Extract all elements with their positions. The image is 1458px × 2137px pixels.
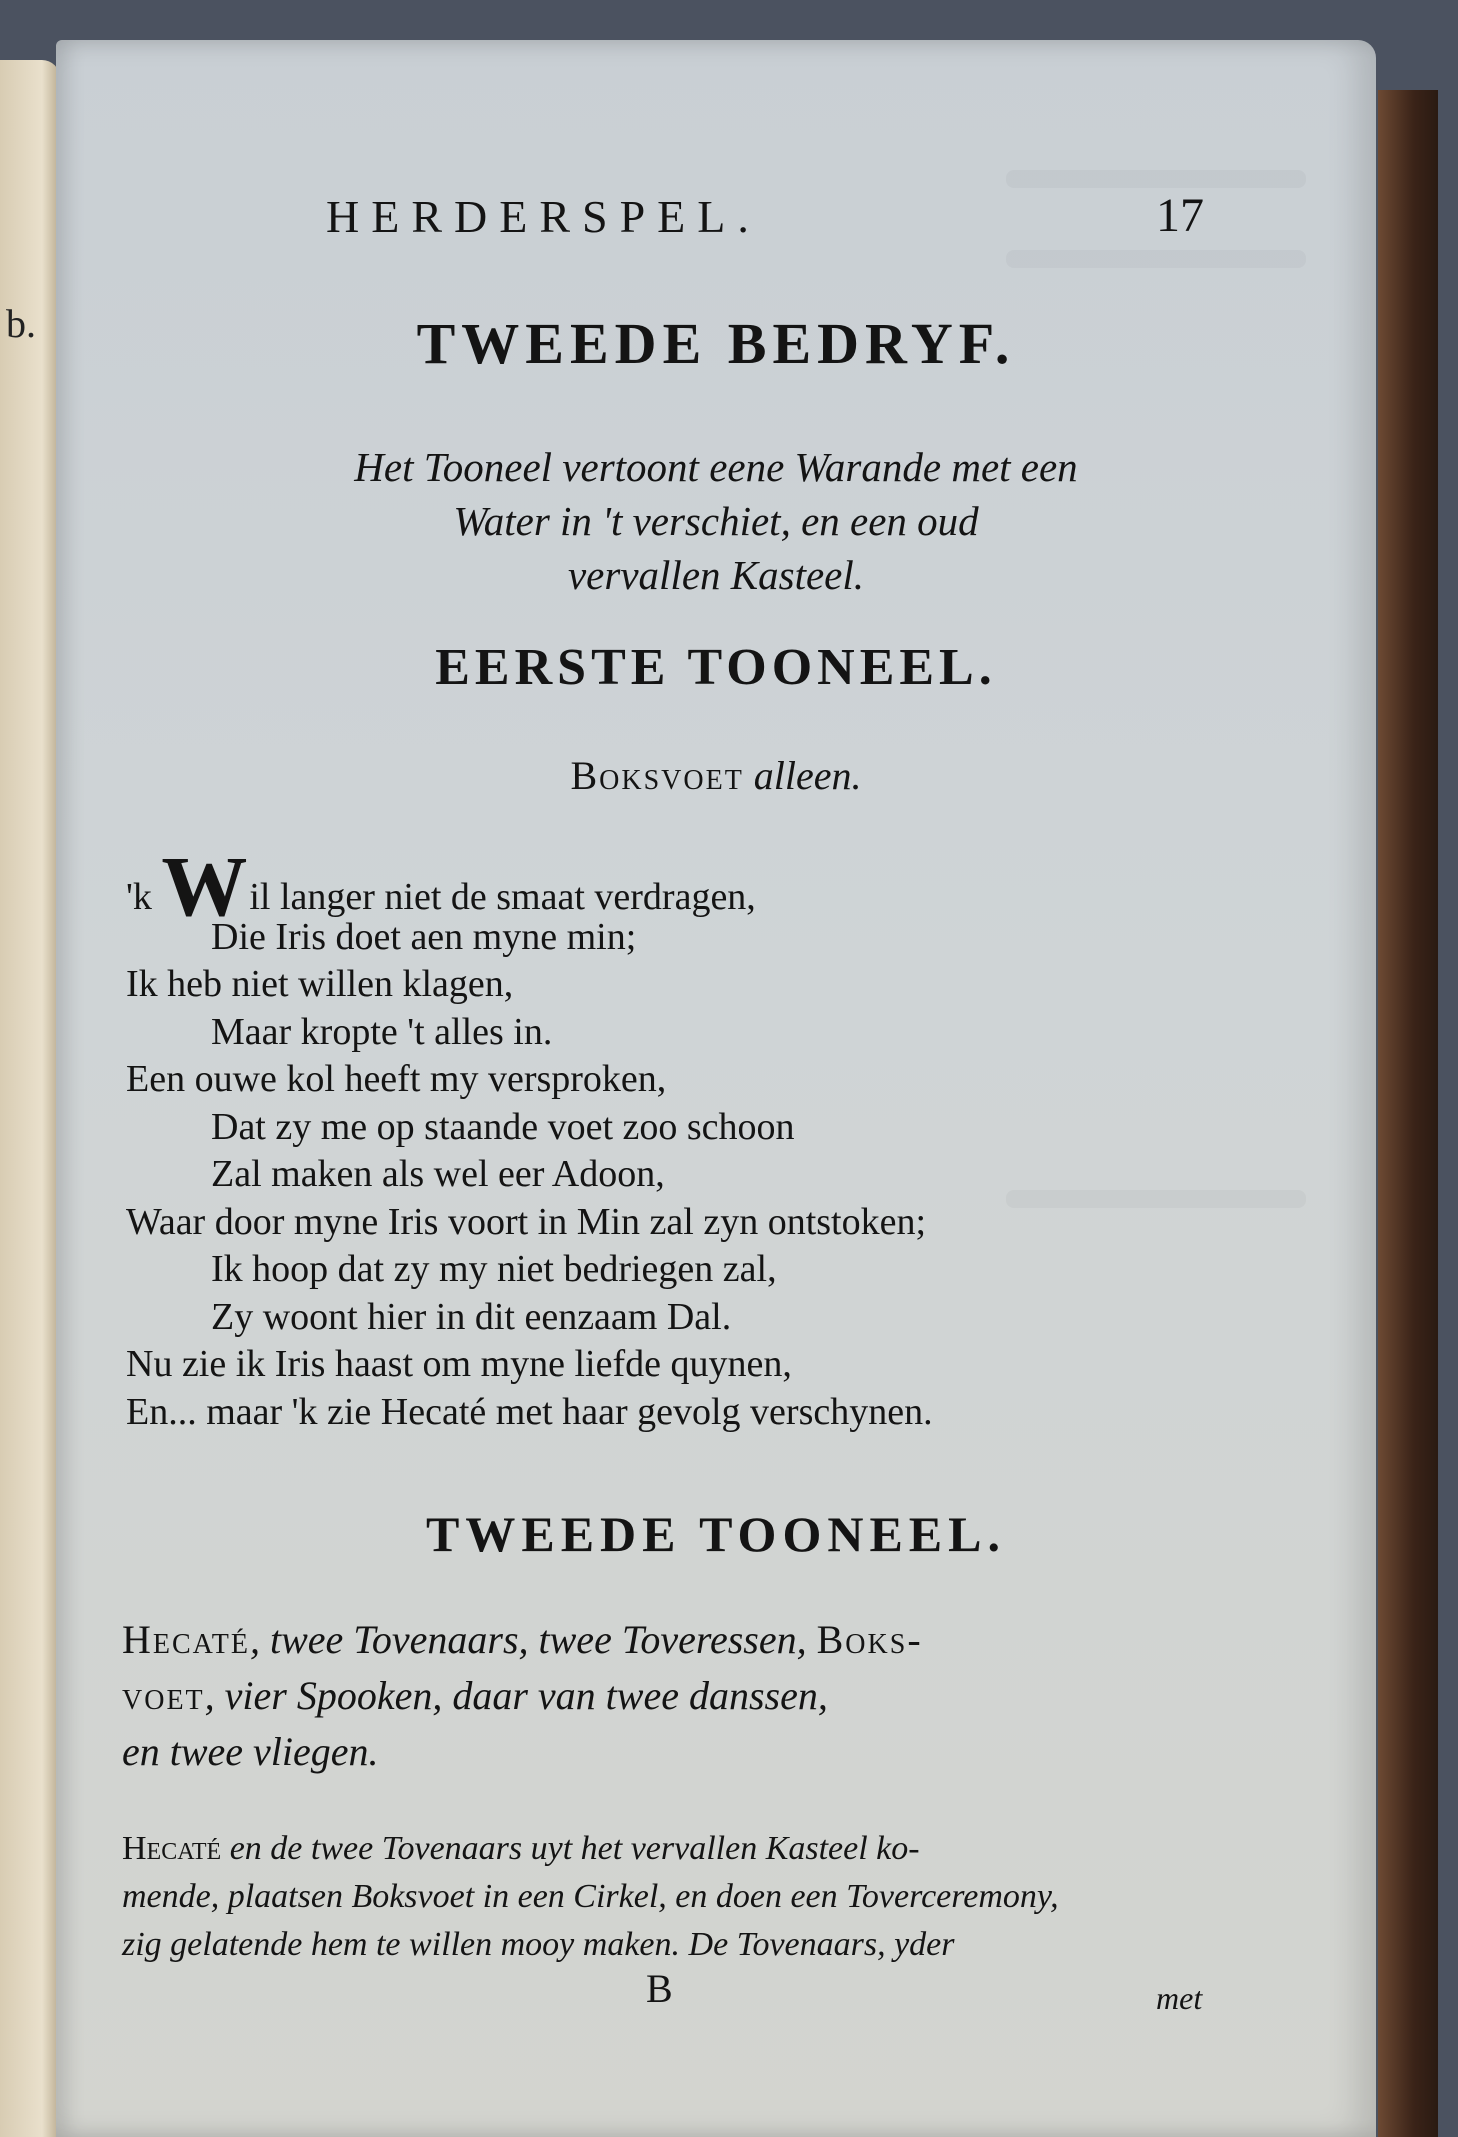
stage-direction-line: Water in 't verschiet, en een oud (453, 498, 979, 544)
verse-text: Zy woont hier in dit eenzaam Dal. (211, 1295, 732, 1338)
text-run: zig gelatende hem te willen mooy maken. De Tovenaars, yder (122, 1926, 955, 1963)
text-run: en de twee Tovenaars uyt het vervallen Kasteel ko- (221, 1830, 920, 1867)
verse-line (126, 1009, 1306, 1057)
page-number: 17 (1156, 189, 1204, 242)
cast-line (122, 1612, 1302, 1668)
action-direction (122, 1825, 1302, 1969)
signature-mark: B (646, 1966, 673, 2011)
character-name: Hecaté (122, 1617, 250, 1662)
running-head: HERDERSPEL. (326, 191, 761, 242)
verse-block (126, 838, 1306, 1436)
text-run: , vier Spooken, daar van twee danssen, (204, 1673, 828, 1718)
verse-text: Een ouwe kol heeft my versproken, (126, 1058, 667, 1100)
facing-left-page (0, 60, 60, 2137)
verse-line (126, 1151, 1306, 1199)
verse-text: il langer niet de smaat verdragen, (249, 876, 756, 918)
verse-prefix: 'k (126, 876, 162, 918)
action-line (122, 1873, 1302, 1921)
verse-text: Die Iris doet aen myne min; (211, 915, 637, 958)
cast-line (122, 1724, 1302, 1780)
action-line (122, 1921, 1302, 1969)
verse-line (126, 1056, 1306, 1104)
text-run: en twee vliegen. (122, 1729, 379, 1774)
stage-direction-line: vervallen Kasteel. (567, 552, 864, 598)
verse-line (126, 1104, 1306, 1152)
stage-direction-line: Het Tooneel vertoont eene Warande met een (354, 444, 1078, 490)
verse-text: Dat zy me op staande voet zoo schoon (211, 1105, 795, 1148)
show-through (1006, 170, 1306, 188)
show-through (1006, 250, 1306, 268)
book-page (56, 40, 1376, 2137)
speaker-note: alleen. (753, 753, 862, 798)
act-title: TWEEDE BEDRYF. (416, 311, 1016, 376)
book-spine (1378, 90, 1438, 2137)
verse-text: En... maar 'k zie Hecaté met haar gevolg verschynen. (126, 1390, 933, 1433)
verse-line (126, 1389, 1306, 1437)
character-name: Boks- (816, 1617, 923, 1662)
scene-two-title: TWEEDE TOONEEL. (426, 1506, 1006, 1562)
cast-list (122, 1612, 1302, 1780)
action-line (122, 1825, 1302, 1873)
verse-line (126, 1199, 1306, 1247)
verse-text: Nu zie ik Iris haast om myne liefde quynen, (126, 1343, 792, 1385)
drop-cap: W (161, 838, 248, 934)
text-run: , twee Tovenaars, twee Toveressen, (250, 1617, 817, 1662)
verse-line (126, 1341, 1306, 1389)
stage-direction (56, 440, 1376, 602)
scene-one-title: EERSTE TOONEEL. (435, 639, 997, 696)
character-name: voet (122, 1673, 205, 1718)
verse-text: Ik hoop dat zy my niet bedriegen zal, (211, 1248, 777, 1290)
verse-line (126, 838, 1306, 934)
cast-line (122, 1668, 1302, 1724)
left-page-fragment: b. (6, 301, 36, 346)
catchword: met (1156, 1980, 1203, 2016)
character-name: Hecaté (122, 1830, 222, 1867)
verse-text: Waar door myne Iris voort in Min zal zyn ontstoken; (126, 1200, 927, 1243)
text-run: mende, plaatsen Boksvoet in een Cirkel, en doen een Toverceremony, (122, 1878, 1059, 1915)
verse-text: Zal maken als wel eer Adoon, (211, 1153, 665, 1195)
verse-line (126, 914, 1306, 962)
verse-text: Ik heb niet willen klagen, (126, 963, 514, 1005)
verse-line (126, 961, 1306, 1009)
speaker-line (56, 752, 1376, 799)
speaker-name: Boksvoet (570, 753, 744, 798)
verse-line (126, 1246, 1306, 1294)
verse-text: Maar kropte 't alles in. (211, 1010, 553, 1053)
verse-line (126, 1294, 1306, 1342)
